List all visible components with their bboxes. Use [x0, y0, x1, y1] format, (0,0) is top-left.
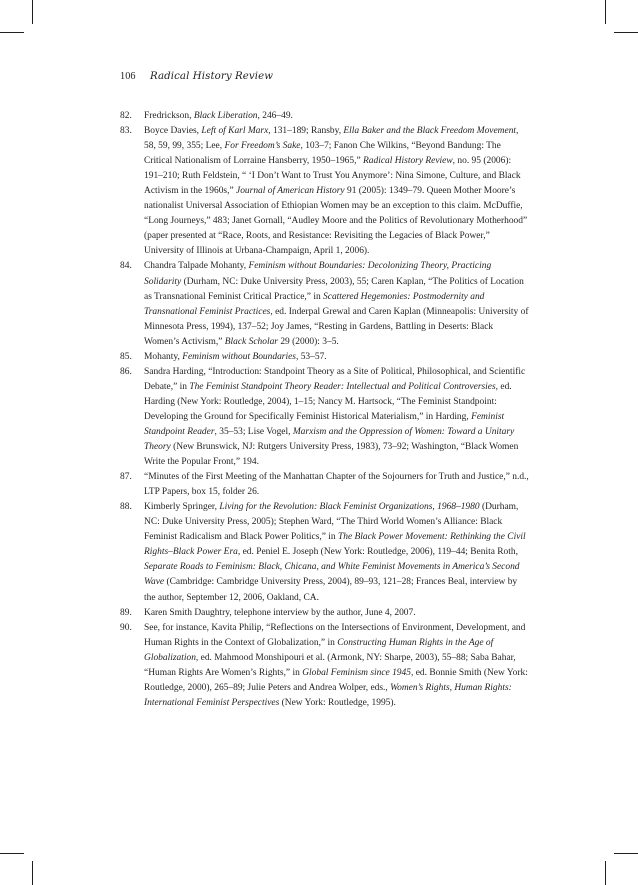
endnote-italic-title: Left of Karl Marx — [201, 126, 269, 137]
endnote-italic-title: Feminist Standpoint Reader — [144, 411, 505, 437]
running-head — [120, 71, 273, 82]
endnote-number: 82. — [120, 111, 132, 121]
endnote-number: 86. — [120, 366, 132, 377]
endnote-text: (New Brunswick, NJ: Rutgers University Press, 1983), 73–92; Washington, “Black Women Write the Popular Front,” 194. — [144, 442, 519, 468]
endnote-text: (New York: Routledge, 1995). — [279, 697, 396, 708]
endnote-italic-title: Radical History Review — [363, 156, 453, 167]
endnote-italic-title: Feminism without Boundaries — [182, 351, 296, 362]
endnote-text: (Cambridge: Cambridge University Press, 2004), 89–93, 121–28; Frances Beal, interview by the author, September 12, 2006, Oakland, CA. — [144, 577, 518, 603]
endnote-text: , 103–7; Fanon Che Wilkins, “Beyond Bandung: The Critical Nationalism of Lorraine Hansberry, 1950–1965,” — [144, 141, 501, 167]
endnote-italic-title: The Black Power Movement: Rethinking the Civil Rights–Black Power Era — [144, 532, 526, 558]
endnote-italic-title: The Feminist Standpoint Theory Reader: Intellectual and Political Controversies — [189, 381, 496, 392]
endnote-text: , 58, 59, 99, 355; Lee, — [144, 126, 519, 152]
endnote-number: 83. — [120, 126, 132, 137]
endnote-italic-title: Separate Roads to Feminism: Black, Chicana, and White Feminist Movements in America’s Second Wave — [144, 562, 520, 588]
endnote-italic-title: Black Liberation — [193, 111, 258, 121]
endnote-text: Kimberly Springer, — [144, 502, 220, 513]
endnote-italic-title: Scattered Hegemonies: Postmodernity and Transnational Feminist Practices — [144, 291, 485, 317]
crop-mark-top-right-vertical — [605, 0, 606, 24]
endnote-text: , ed. Harding (New York: Routledge, 2004), 1–15; Nancy M. Hartsock, “The Feminist Standpoint: Developing the Ground for Specifically Feminist Historical Materialism,” in Harding, — [144, 381, 512, 422]
endnote-text: , no. 95 (2006): 191–210; Ruth Feldstein, “ ‘I Don’t Want to Trust You Anymore’: Nina Simone, Culture, and Black Activism in the 1960s,” — [144, 156, 521, 197]
endnote-text: Fredrickson, — [144, 111, 194, 121]
endnote — [120, 259, 530, 349]
endnote-italic-title: Feminism without Boundaries: Decolonizing Theory, Practicing Solidarity — [144, 261, 492, 287]
endnote-text: (Durham, NC: Duke University Press, 2005); Stephen Ward, “The Third World Women’s Alliance: Black Feminist Radicalism and Black Power Politics,” in — [144, 502, 519, 543]
endnote — [120, 365, 530, 470]
endnote-number: 88. — [120, 502, 132, 513]
endnote — [120, 500, 530, 605]
endnote — [120, 109, 530, 124]
endnote-italic-title: For Freedom’s Sake — [224, 141, 301, 152]
endnote-text: 91 (2005): 1349–79. Queen Mother Moore’s nationalist Universal Association of Ethiopian Women may be an exception to this claim. McDuffie, “Long Journeys,” 483; Janet Gornall, “Audley Moore and the Politics of Revolutionary Motherhood” (paper presented at “Race, Roots, and Resistance: Revisiting the Legacies of Black Power,” University of Illinois at Urbana-Champaign, April 1, 2006). — [144, 186, 528, 257]
crop-mark-bottom-left-vertical — [32, 861, 33, 885]
endnote-text: Sandra Harding, “Introduction: Standpoint Theory as a Site of Political, Philosophical, and Scientific Debate,” in — [144, 366, 526, 392]
endnote — [120, 606, 530, 621]
endnote — [120, 124, 530, 259]
endnote-number: 89. — [120, 607, 132, 618]
endnote-number: 87. — [120, 472, 132, 483]
endnote-text: , 53–57. — [295, 351, 327, 362]
endnote-italic-title: Constructing Human Rights in the Age of Globalization — [144, 637, 494, 663]
endnote-text: , ed. Mahmood Monshipouri et al. (Armonk, NY: Sharpe, 2003), 55–88; Saba Bahar, “Human Rights Are Women’s Rights,” in — [144, 652, 516, 678]
endnote-text: Karen Smith Daughtry, telephone interview by the author, June 4, 2007. — [144, 607, 416, 618]
endnote-text: (Durham, NC: Duke University Press, 2003), 55; Caren Kaplan, “The Politics of Location as Transnational Feminist Critical Practice,” in — [144, 276, 524, 302]
endnote-text: 29 (2000): 3–5. — [277, 336, 339, 347]
endnote-text: , ed. Bonnie Smith (New York: Routledge, 2000), 265–89; Julie Peters and Andrea Wolper, eds., — [144, 667, 528, 693]
crop-mark-bottom-right-horizontal — [614, 853, 638, 854]
crop-mark-top-left-horizontal — [0, 32, 24, 33]
endnote-text: “Minutes of the First Meeting of the Manhattan Chapter of the Sojourners for Truth and Justice,” n.d., LTP Papers, box 15, folder 26. — [144, 472, 529, 498]
endnote-text: , ed. Peniel E. Joseph (New York: Routledge, 2006), 119–44; Benita Roth, — [237, 547, 518, 558]
endnote — [120, 350, 530, 365]
endnote-italic-title: Women’s Rights, Human Rights: International Feminist Perspectives — [144, 682, 512, 708]
crop-mark-bottom-left-horizontal — [0, 853, 24, 854]
endnote-italic-title: Marxism and the Oppression of Women: Toward a Unitary Theory — [144, 426, 515, 453]
endnote-italic-title: Global Feminism since 1945 — [302, 667, 411, 678]
endnote — [120, 621, 530, 711]
endnote-text: Mohanty, — [144, 351, 183, 362]
endnote-text: , 246–49. — [257, 111, 293, 121]
endnote-number: 85. — [120, 351, 132, 362]
endnote-text: , ed. Inderpal Grewal and Caren Kaplan (Minneapolis: University of Minnesota Press, 1994), 137–52; Joy James, “Resting in Gardens, Battling in Deserts: Black Women’s Activism,” — [144, 306, 529, 347]
endnotes-list — [120, 109, 530, 711]
endnote-text: , 35–53; Lise Vogel, — [214, 426, 293, 437]
journal-title: Radical History Review — [149, 71, 274, 82]
endnote — [120, 470, 530, 500]
endnote-italic-title: Living for the Revolution: Black Feminist Organizations, 1968–1980 — [219, 502, 480, 513]
crop-mark-bottom-right-vertical — [605, 861, 606, 885]
page-number: 106 — [120, 71, 136, 82]
endnote-italic-title: Ella Baker and the Black Freedom Movement — [343, 126, 517, 137]
endnote-text: Boyce Davies, — [144, 126, 202, 137]
crop-mark-top-left-vertical — [32, 0, 33, 24]
endnote-italic-title: Journal of American History — [236, 186, 345, 197]
endnote-number: 84. — [120, 261, 132, 272]
endnote-italic-title: Black Scholar — [224, 336, 278, 347]
endnote-text: Chandra Talpade Mohanty, — [144, 261, 249, 272]
endnote-text: See, for instance, Kavita Philip, “Reflections on the Intersections of Environment, Development, and Human Rights in the Context of Globalization,” in — [144, 622, 526, 648]
crop-mark-top-right-horizontal — [614, 32, 638, 33]
endnote-text: , 131–189; Ransby, — [268, 126, 344, 137]
endnote-number: 90. — [120, 622, 132, 633]
